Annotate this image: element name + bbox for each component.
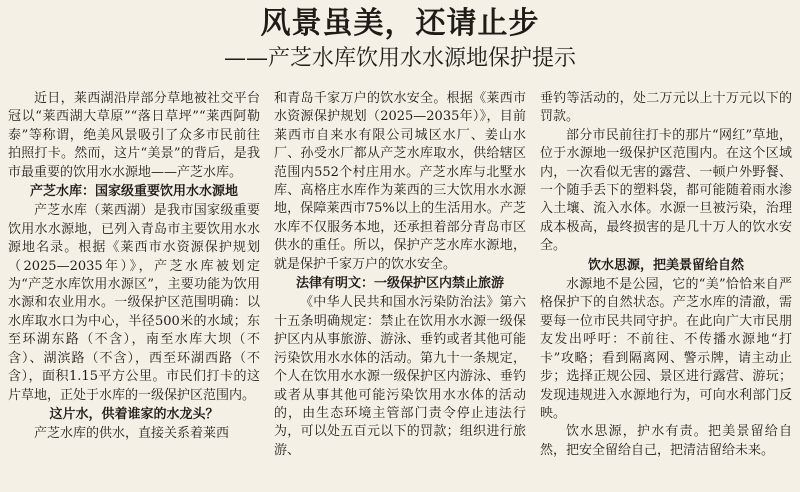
section-heading: 产芝水库：国家级重要饮用水水源地 bbox=[29, 184, 238, 200]
section-heading: 法律有明文：一级保护区内禁止旅游 bbox=[295, 276, 504, 292]
paragraph: 垂钓等活动的，处二万元以上十万元以下的罚款。 bbox=[540, 91, 792, 125]
section-heading: 这片水，供着谁家的水龙头？ bbox=[49, 406, 219, 422]
column-1 bbox=[8, 90, 260, 490]
paragraph: 近日，莱西湖沿岸部分草地被社交平台冠以“莱西湖大草原”“落日草坪”“莱西阿勒泰”等称谓，绝美风景吸引了众多市民前往拍照打卡。然而，这片“美景”的背后，是我市最重要的饮用水水源地——产芝水库。 bbox=[8, 91, 260, 180]
subheadline: ——产芝水库饮用水水源地保护提示 bbox=[223, 46, 576, 71]
article-columns bbox=[8, 90, 792, 490]
column-2 bbox=[274, 90, 526, 490]
paragraph: 饮水思源，护水有责。把美景留给自然，把安全留给自己，把清洁留给未来。 bbox=[540, 424, 792, 458]
column-3 bbox=[540, 90, 792, 490]
paragraph: 产芝水库（莱西湖）是我市国家级重要饮用水水源地，已列入青岛市主要饮用水水源地名录。根据《莱西市水资源保护规划（2025—2035年）》，产芝水库被划定为“产芝水库饮用水源区”，主要功能为饮用水源和农业用水。一级保护区范围明确：以水库取水口为中心，半径500米的水域；东至环湖东路（不含），南至水库大坝（不含）、湖滨路（不含），西至环湖西路（不含），面积1.15平方公里。市民们打卡的这片草地，正处于水库的一级保护区范围内。 bbox=[8, 203, 260, 403]
headline: 风景虽美，还请止步 bbox=[260, 6, 540, 41]
paragraph: 和青岛千家万户的饮水安全。根据《莱西市水资源保护规划（2025—2035年）》，目前莱西市自来水有限公司城区水厂、姜山水厂、孙受水厂都从产芝水库取水，供给辖区范围内552个村庄用水。产芝水库与北墅水库、高格庄水库作为莱西的三大饮用水水源地，保障莱西市75%以上的生活用水。产芝水库不仅服务本地，还承担着部分青岛市区供水的重任。所以，保护产芝水库水源地，就是保护千家万户的饮水安全。 bbox=[274, 91, 526, 272]
paragraph: 《中华人民共和国水污染防治法》第六十五条明确规定：禁止在饮用水水源一级保护区内从事旅游、游泳、垂钓或者其他可能污染饮用水水体的活动。第九十一条规定，个人在饮用水水源一级保护区内游泳、垂钓或者从事其他可能污染饮用水水体的活动的，由生态环境主管部门责令停止违法行为，可以处五百元以下的罚款；组织进行旅游、 bbox=[274, 295, 526, 458]
paragraph: 水源地不是公园，它的“美”恰恰来自严格保护下的自然状态。产芝水库的清澈，需要每一位市民共同守护。在此向广大市民朋友发出呼吁：不前往、不传播水源地“打卡”攻略；看到隔离网、警示牌，请主动止步；选择正规公园、景区进行露营、游玩；发现违规进入水源地行为，可向水利部门反映。 bbox=[540, 277, 792, 421]
paragraph: 产芝水库的供水，直接关系着莱西 bbox=[34, 426, 230, 442]
paragraph: 部分市民前往打卡的那片“网红”草地，位于水源地一级保护区范围内。在这个区域内，一次看似无害的露营、一顿户外野餐、一个随手丢下的塑料袋，都可能随着雨水渗入土壤、流入水体。水源一旦被污染，治理成本极高，最终损害的是几十万人的饮水安全。 bbox=[540, 127, 792, 254]
section-heading: 饮水思源，把美景留给自然 bbox=[587, 257, 744, 273]
